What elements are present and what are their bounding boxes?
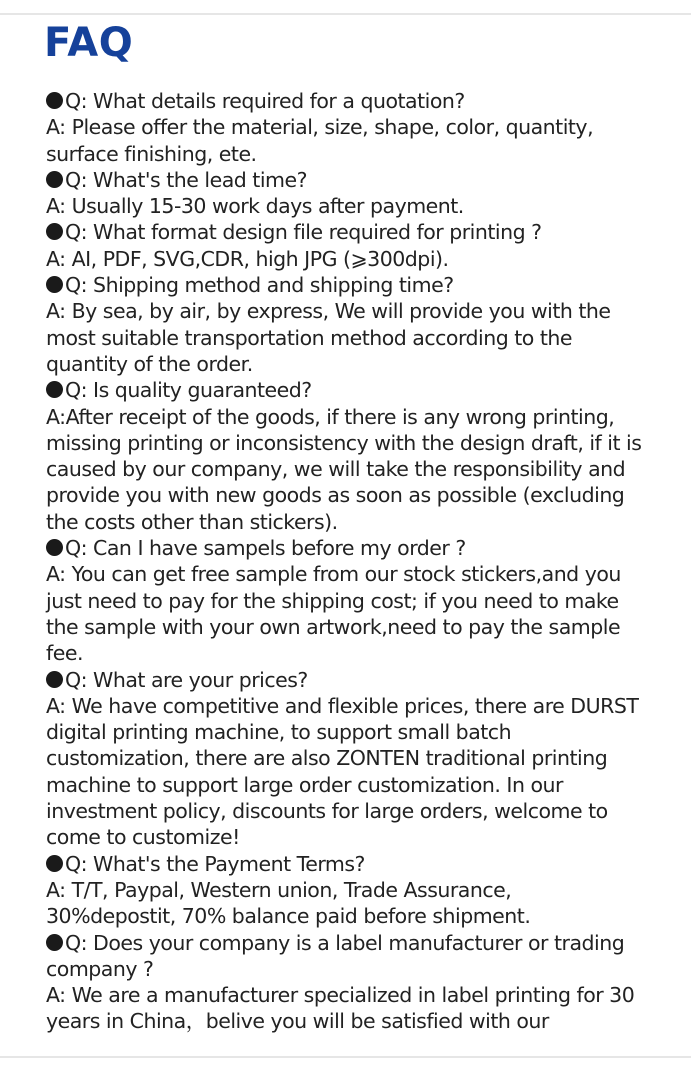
- faq-question-text: Q: Does your company is a label manufacturer or trading company ?: [46, 930, 625, 981]
- faq-question: [46, 851, 646, 877]
- faq-answer: A: T/T, Paypal, Western union, Trade Assurance, 30%depostit, 70% balance paid before shipment.: [46, 877, 531, 929]
- faq-answer: A: AI, PDF, SVG,CDR, high JPG (⩾300dpi).: [46, 246, 449, 271]
- faq-answer: A: You can get free sample from our stock stickers,and you just need to pay for the shipping cost; if you need to make the sample with your own artwork,need to pay the sample fee.: [46, 562, 621, 666]
- faq-question: [46, 219, 646, 245]
- faq-question: [46, 88, 646, 114]
- faq-question-text: Q: What's the Payment Terms?: [65, 851, 365, 876]
- faq-item: [46, 930, 646, 1035]
- bullet-icon: [46, 223, 63, 240]
- faq-item: [46, 167, 646, 220]
- faq-question: [46, 930, 646, 983]
- faq-question: [46, 667, 646, 693]
- faq-list: [46, 88, 646, 1035]
- faq-question-text: Q: Can I have sampels before my order ?: [65, 536, 466, 561]
- faq-question: [46, 535, 646, 561]
- faq-item: [46, 88, 646, 167]
- faq-item: [46, 667, 646, 851]
- faq-item: [46, 272, 646, 377]
- bullet-icon: [46, 855, 63, 872]
- faq-item: [46, 219, 646, 272]
- top-divider: [0, 13, 691, 15]
- faq-answer: A: We are a manufacturer specialized in label printing for 30 years in China，belive you will be satisfied with our: [46, 983, 635, 1034]
- faq-answer: A: Please offer the material, size, shape, color, quantity, surface finishing, ete.: [46, 115, 594, 166]
- faq-answer: A: By sea, by air, by express, We will provide you with the most suitable transportation method according to the quantity of the order.: [46, 299, 611, 376]
- bullet-icon: [46, 92, 63, 109]
- faq-item: [46, 535, 646, 666]
- bottom-divider: [0, 1056, 691, 1058]
- faq-question: [46, 167, 646, 193]
- bullet-icon: [46, 671, 63, 688]
- faq-question-text: Q: What format design file required for printing ?: [65, 220, 542, 245]
- bullet-icon: [46, 381, 63, 398]
- faq-answer: A: We have competitive and flexible prices, there are DURST digital printing machine, to support small batch customization, there are also ZONTEN traditional printing machine to support large order customization. In our investment policy, discounts for large orders, welcome to come to customize!: [46, 693, 639, 850]
- faq-item: [46, 377, 646, 535]
- faq-answer: A:After receipt of the goods, if there is any wrong printing, missing printing or inconsistency with the design draft, if it is caused by our company, we will take the responsibility and provide you with new goods as soon as possible (excluding the costs other than stickers).: [46, 404, 642, 534]
- bullet-icon: [46, 171, 63, 188]
- bullet-icon: [46, 539, 63, 556]
- faq-question-text: Q: Shipping method and shipping time?: [65, 273, 454, 298]
- faq-question-text: Q: Is quality guaranteed?: [65, 378, 312, 403]
- faq-question-text: Q: What details required for a quotation?: [65, 89, 465, 113]
- faq-question-text: Q: What are your prices?: [65, 667, 308, 692]
- faq-question: [46, 272, 646, 298]
- faq-question: [46, 377, 646, 403]
- faq-item: [46, 851, 646, 930]
- bullet-icon: [46, 934, 63, 951]
- bullet-icon: [46, 276, 63, 293]
- faq-question-text: Q: What's the lead time?: [65, 167, 308, 192]
- faq-title: FAQ: [44, 20, 134, 66]
- faq-answer: A: Usually 15-30 work days after payment.: [46, 194, 464, 219]
